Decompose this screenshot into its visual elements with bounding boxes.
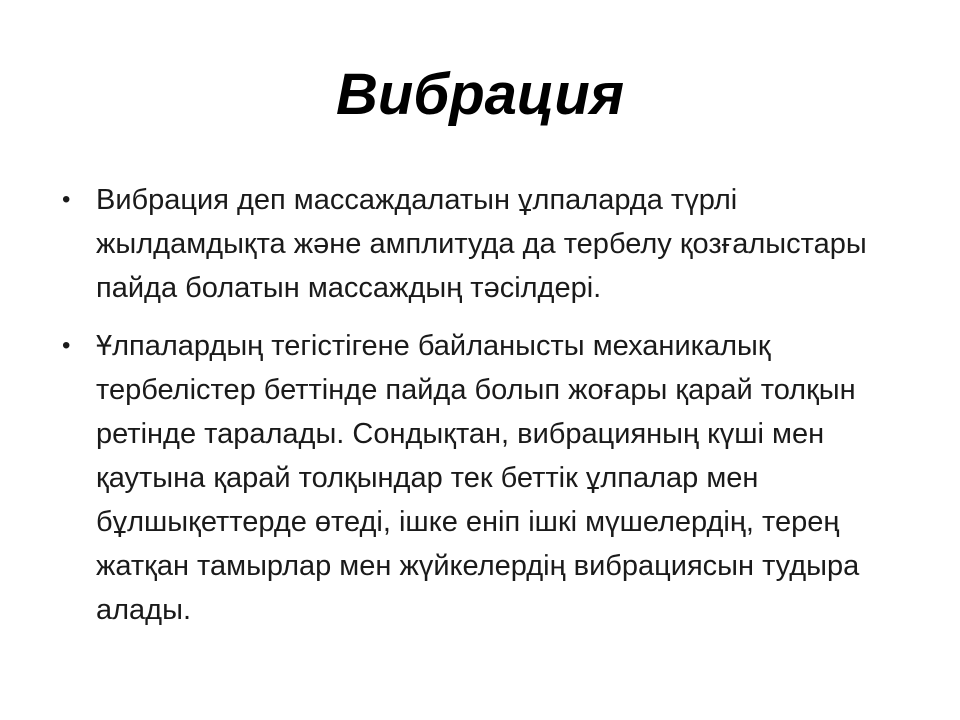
bullet-text: Ұлпалардың тегістігене байланысты механикалық тербелістер беттінде пайда болып жоғары қарай толқын ретінде таралады. Сондықтан, вибрацияның күші мен қаутына қарай толқындар тек беттік ұлпалар мен бұлшықеттерде өтеді, ішке еніп ішкі мүшелердің, терең жатқан тамырлар мен жүйкелердің вибрациясын тудыра алады. [96, 330, 860, 626]
bullet-dot-icon: • [62, 186, 71, 213]
slide-title: Вибрация [336, 62, 624, 127]
bullet-text: Вибрация деп массаждалатын ұлпаларда түрлі жылдамдықта және амплитуда да тербелу қозғалыстары пайда болатын массаждың тәсілдері. [96, 184, 867, 304]
bullet-item [58, 178, 918, 310]
bullet-list [58, 178, 918, 646]
bullet-item [58, 324, 918, 632]
bullet-dot-icon: • [62, 332, 71, 359]
